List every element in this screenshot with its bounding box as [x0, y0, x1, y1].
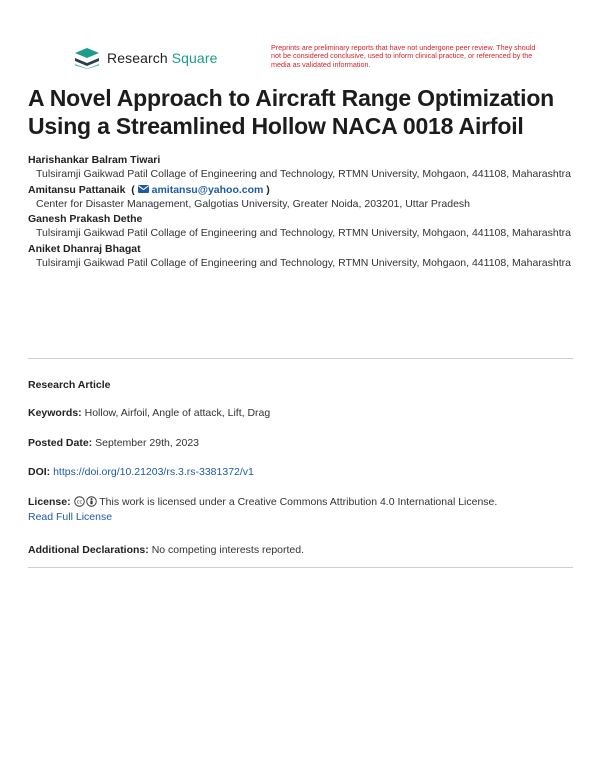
article-type: Research Article	[28, 379, 111, 391]
brand-word-research: Research	[107, 50, 168, 66]
author-entry	[28, 242, 576, 271]
research-square-logo-icon	[73, 47, 101, 69]
divider-top	[28, 358, 573, 359]
doi-link[interactable]: https://doi.org/10.21203/rs.3.rs-3381372/v1	[53, 466, 254, 478]
paper-title: A Novel Approach to Aircraft Range Optimization Using a Streamlined Hollow NACA 0018 Airfoil	[28, 85, 555, 139]
author-affiliation: Tulsiramji Gaikwad Patil Collage of Engineering and Technology, RTMN University, Mohgaon, 441108, Maharashtra	[36, 168, 571, 180]
posted-date-label: Posted Date:	[28, 437, 93, 449]
posted-date-value: September 29th, 2023	[95, 437, 200, 449]
doi-label: DOI:	[28, 466, 51, 478]
author-list	[28, 153, 576, 271]
declarations-row	[28, 543, 576, 558]
brand-word-square: Square	[171, 50, 218, 66]
doi-row	[28, 465, 576, 480]
divider-bottom	[28, 567, 573, 568]
envelope-icon	[138, 185, 149, 193]
license-label: License:	[28, 496, 71, 508]
keywords-value: Hollow, Airfoil, Angle of attack, Lift, Drag	[84, 407, 271, 419]
author-affiliation: Center for Disaster Management, Galgotias University, Greater Noida, 203201, Uttar Pradesh	[36, 197, 471, 210]
author-name[interactable]: Harishankar Balram Tiwari	[28, 154, 161, 166]
keywords-label: Keywords:	[28, 407, 82, 419]
svg-text:cc: cc	[76, 499, 82, 506]
read-full-license-link[interactable]: Read Full License	[28, 511, 113, 523]
author-name[interactable]: Aniket Dhanraj Bhagat	[28, 242, 141, 255]
author-affiliation: Tulsiramji Gaikwad Patil Collage of Engineering and Technology, RTMN University, Mohgaon, 441108, Maharashtra	[36, 227, 571, 239]
author-name[interactable]: Amitansu Pattanaik	[28, 183, 126, 196]
author-email-link[interactable]: amitansu@yahoo.com	[151, 183, 264, 196]
author-affiliation: Tulsiramji Gaikwad Patil Collage of Engineering and Technology, RTMN University, Mohgaon, 441108, Maharashtra	[36, 256, 571, 269]
author-entry	[28, 183, 576, 212]
declarations-label: Additional Declarations:	[28, 544, 149, 556]
research-square-logo[interactable]	[73, 47, 217, 69]
author-name-row: Amitansu Pattanaik ( amitansu@yahoo.com )	[28, 183, 270, 196]
license-text: This work is licensed under a Creative Commons Attribution 4.0 International License.	[99, 496, 498, 508]
creative-commons-icon	[74, 496, 85, 507]
license-row	[28, 495, 576, 525]
declarations-value: No competing interests reported.	[151, 544, 305, 556]
attribution-icon	[86, 496, 97, 507]
author-entry	[28, 153, 576, 182]
author-name[interactable]: Ganesh Prakash Dethe	[28, 213, 143, 225]
brand-name	[107, 50, 217, 66]
cc-badge[interactable]	[74, 496, 97, 507]
posted-date-row	[28, 436, 576, 451]
keywords-row	[28, 406, 576, 421]
author-entry	[28, 212, 576, 241]
preprint-disclaimer: Preprints are preliminary reports that have not undergone peer review. They should not be considered conclusive, used to inform clinical practice, or referenced by the media as validated information.	[271, 43, 536, 69]
